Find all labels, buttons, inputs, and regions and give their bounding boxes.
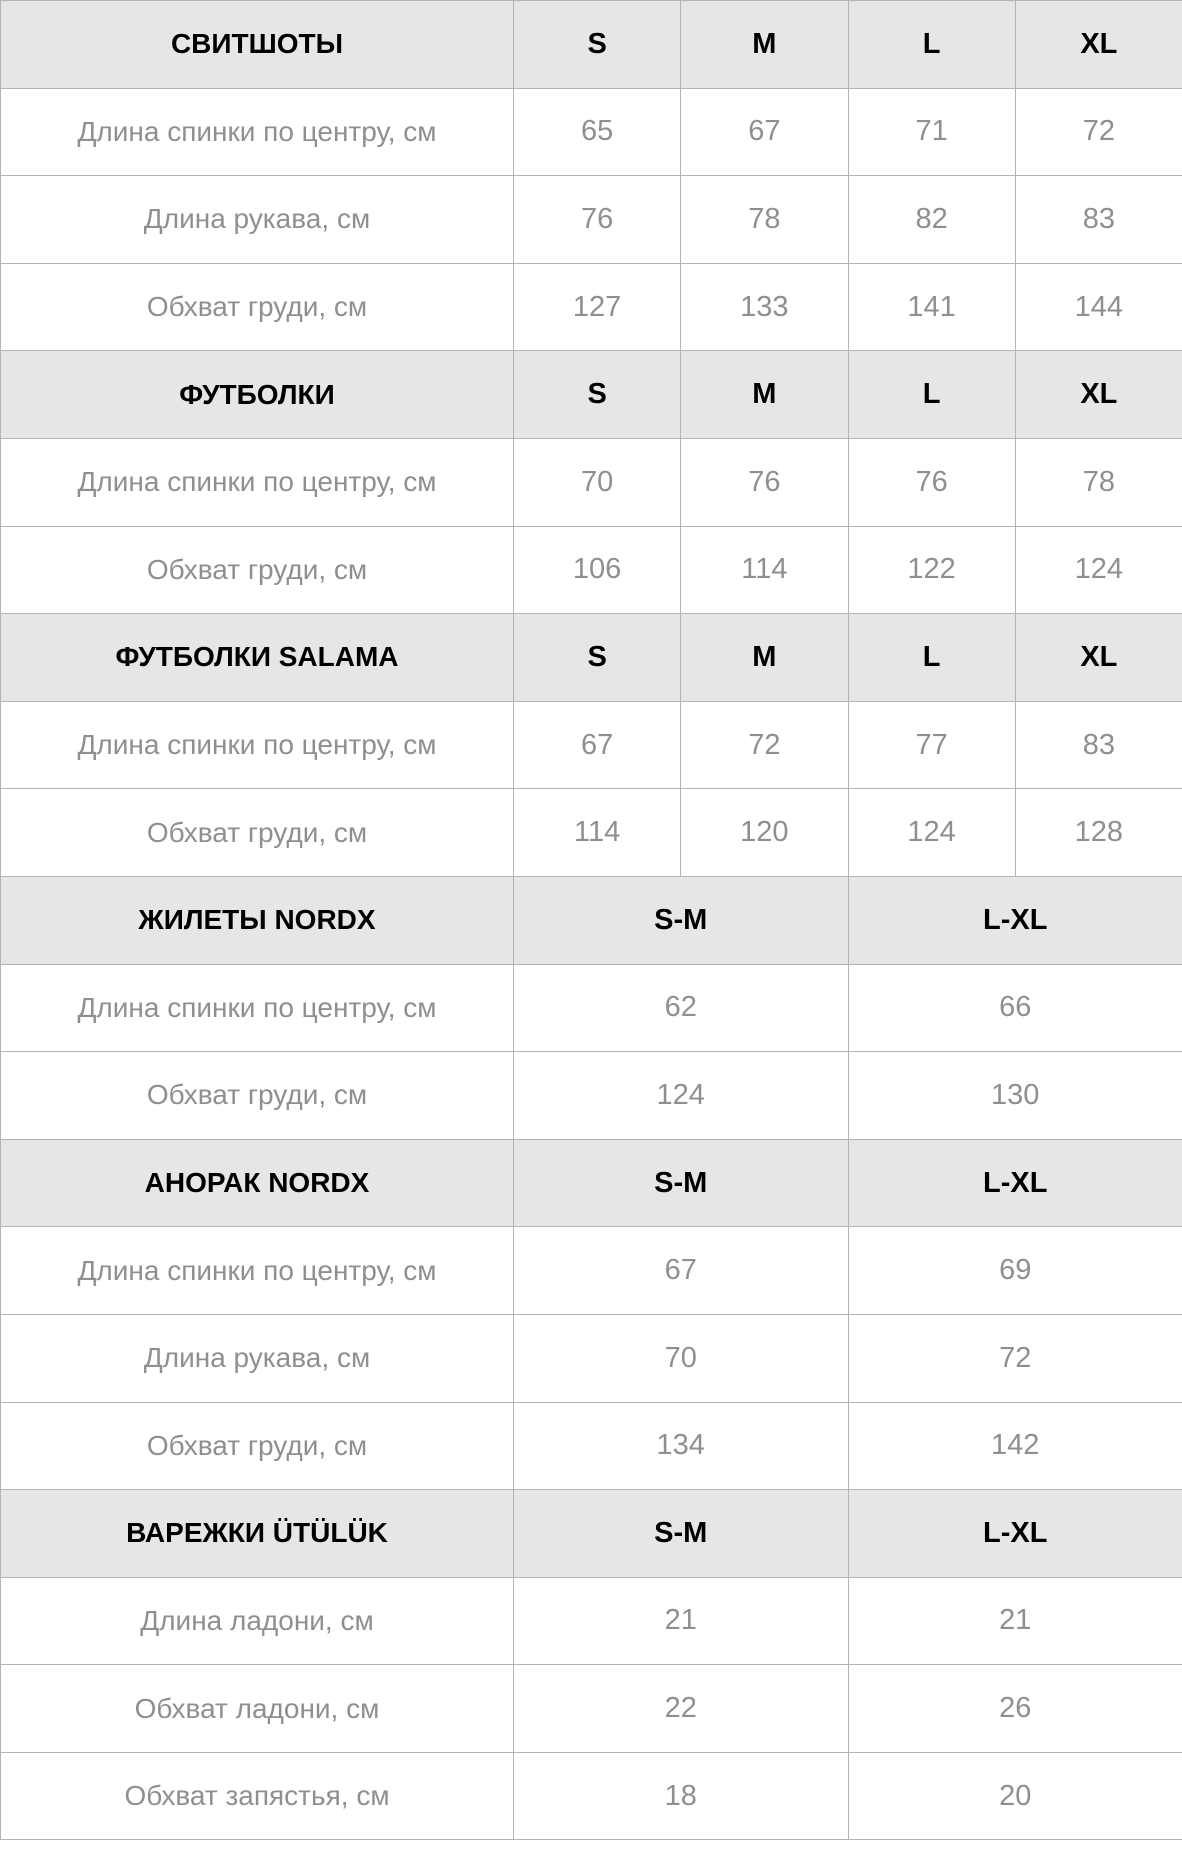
measurement-value: 124: [1015, 526, 1182, 614]
size-header: L-XL: [848, 1139, 1182, 1227]
section-title: СВИТШОТЫ: [1, 1, 514, 89]
measurement-value: 22: [514, 1665, 849, 1753]
measurement-value: 20: [848, 1752, 1182, 1840]
measurement-value: 72: [1015, 88, 1182, 176]
measurement-value: 70: [514, 438, 681, 526]
measurement-value: 66: [848, 964, 1182, 1052]
measurement-value: 21: [848, 1577, 1182, 1665]
section-header-sweatshirts: [1, 1, 1182, 89]
measurement-value: 71: [848, 88, 1015, 176]
measurement-value: 26: [848, 1665, 1182, 1753]
measurement-value: 83: [1015, 701, 1182, 789]
measurement-value: 83: [1015, 176, 1182, 264]
size-header: L: [848, 1, 1015, 89]
measurement-value: 124: [848, 789, 1015, 877]
measurement-label: Обхват груди, см: [1, 1052, 514, 1140]
measurement-label: Обхват запястья, см: [1, 1752, 514, 1840]
measurement-value: 18: [514, 1752, 849, 1840]
section-header-tshirts: [1, 351, 1182, 439]
measurement-value: 21: [514, 1577, 849, 1665]
section-title: ЖИЛЕТЫ NORDX: [1, 876, 514, 964]
measurement-value: 72: [681, 701, 848, 789]
size-header: XL: [1015, 351, 1182, 439]
table-row: [1, 1402, 1182, 1490]
measurement-value: 70: [514, 1314, 849, 1402]
measurement-value: 114: [514, 789, 681, 877]
table-row: [1, 88, 1182, 176]
measurement-value: 78: [681, 176, 848, 264]
table-row: [1, 176, 1182, 264]
table-row: [1, 1227, 1182, 1315]
measurement-value: 128: [1015, 789, 1182, 877]
size-header: S: [514, 351, 681, 439]
measurement-value: 133: [681, 263, 848, 351]
table-row: [1, 526, 1182, 614]
measurement-value: 106: [514, 526, 681, 614]
measurement-label: Длина спинки по центру, см: [1, 1227, 514, 1315]
size-header: L: [848, 614, 1015, 702]
size-header: XL: [1015, 614, 1182, 702]
measurement-label: Длина спинки по центру, см: [1, 438, 514, 526]
measurement-label: Обхват груди, см: [1, 789, 514, 877]
table-row: [1, 1665, 1182, 1753]
measurement-label: Обхват груди, см: [1, 1402, 514, 1490]
measurement-value: 122: [848, 526, 1015, 614]
section-header-mittens-utuluk: [1, 1490, 1182, 1578]
measurement-value: 67: [514, 1227, 849, 1315]
measurement-value: 72: [848, 1314, 1182, 1402]
table-row: [1, 438, 1182, 526]
section-title: АНОРАК NORDX: [1, 1139, 514, 1227]
size-header: XL: [1015, 1, 1182, 89]
size-header: M: [681, 351, 848, 439]
size-header: M: [681, 614, 848, 702]
table-row: [1, 263, 1182, 351]
size-header: M: [681, 1, 848, 89]
measurement-value: 76: [848, 438, 1015, 526]
section-header-tshirts-salama: [1, 614, 1182, 702]
measurement-value: 65: [514, 88, 681, 176]
measurement-label: Обхват ладони, см: [1, 1665, 514, 1753]
measurement-label: Длина ладони, см: [1, 1577, 514, 1665]
size-header: S-M: [514, 876, 849, 964]
measurement-value: 141: [848, 263, 1015, 351]
table-row: [1, 701, 1182, 789]
measurement-label: Обхват груди, см: [1, 263, 514, 351]
size-header: L: [848, 351, 1015, 439]
measurement-value: 62: [514, 964, 849, 1052]
measurement-value: 134: [514, 1402, 849, 1490]
table-row: [1, 789, 1182, 877]
measurement-value: 76: [681, 438, 848, 526]
measurement-label: Обхват груди, см: [1, 526, 514, 614]
size-header: S: [514, 1, 681, 89]
measurement-value: 130: [848, 1052, 1182, 1140]
measurement-value: 77: [848, 701, 1015, 789]
section-title: ФУТБОЛКИ: [1, 351, 514, 439]
section-header-anorak-nordx: [1, 1139, 1182, 1227]
measurement-value: 76: [514, 176, 681, 264]
table-row: [1, 1052, 1182, 1140]
measurement-value: 82: [848, 176, 1015, 264]
measurement-value: 78: [1015, 438, 1182, 526]
size-header: S-M: [514, 1139, 849, 1227]
table-row: [1, 1577, 1182, 1665]
measurement-value: 114: [681, 526, 848, 614]
section-title: ФУТБОЛКИ SALAMA: [1, 614, 514, 702]
measurement-label: Длина рукава, см: [1, 176, 514, 264]
measurement-value: 124: [514, 1052, 849, 1140]
size-header: L-XL: [848, 876, 1182, 964]
measurement-label: Длина спинки по центру, см: [1, 964, 514, 1052]
size-header: S: [514, 614, 681, 702]
measurement-value: 127: [514, 263, 681, 351]
measurement-label: Длина спинки по центру, см: [1, 88, 514, 176]
section-title: ВАРЕЖКИ ÜTÜLÜK: [1, 1490, 514, 1578]
measurement-value: 142: [848, 1402, 1182, 1490]
measurement-value: 120: [681, 789, 848, 877]
size-header: S-M: [514, 1490, 849, 1578]
size-header: L-XL: [848, 1490, 1182, 1578]
measurement-value: 67: [681, 88, 848, 176]
measurement-label: Длина рукава, см: [1, 1314, 514, 1402]
table-row: [1, 964, 1182, 1052]
table-row: [1, 1752, 1182, 1840]
table-row: [1, 1314, 1182, 1402]
measurement-value: 144: [1015, 263, 1182, 351]
section-header-vests-nordx: [1, 876, 1182, 964]
measurement-value: 67: [514, 701, 681, 789]
measurement-label: Длина спинки по центру, см: [1, 701, 514, 789]
measurement-value: 69: [848, 1227, 1182, 1315]
